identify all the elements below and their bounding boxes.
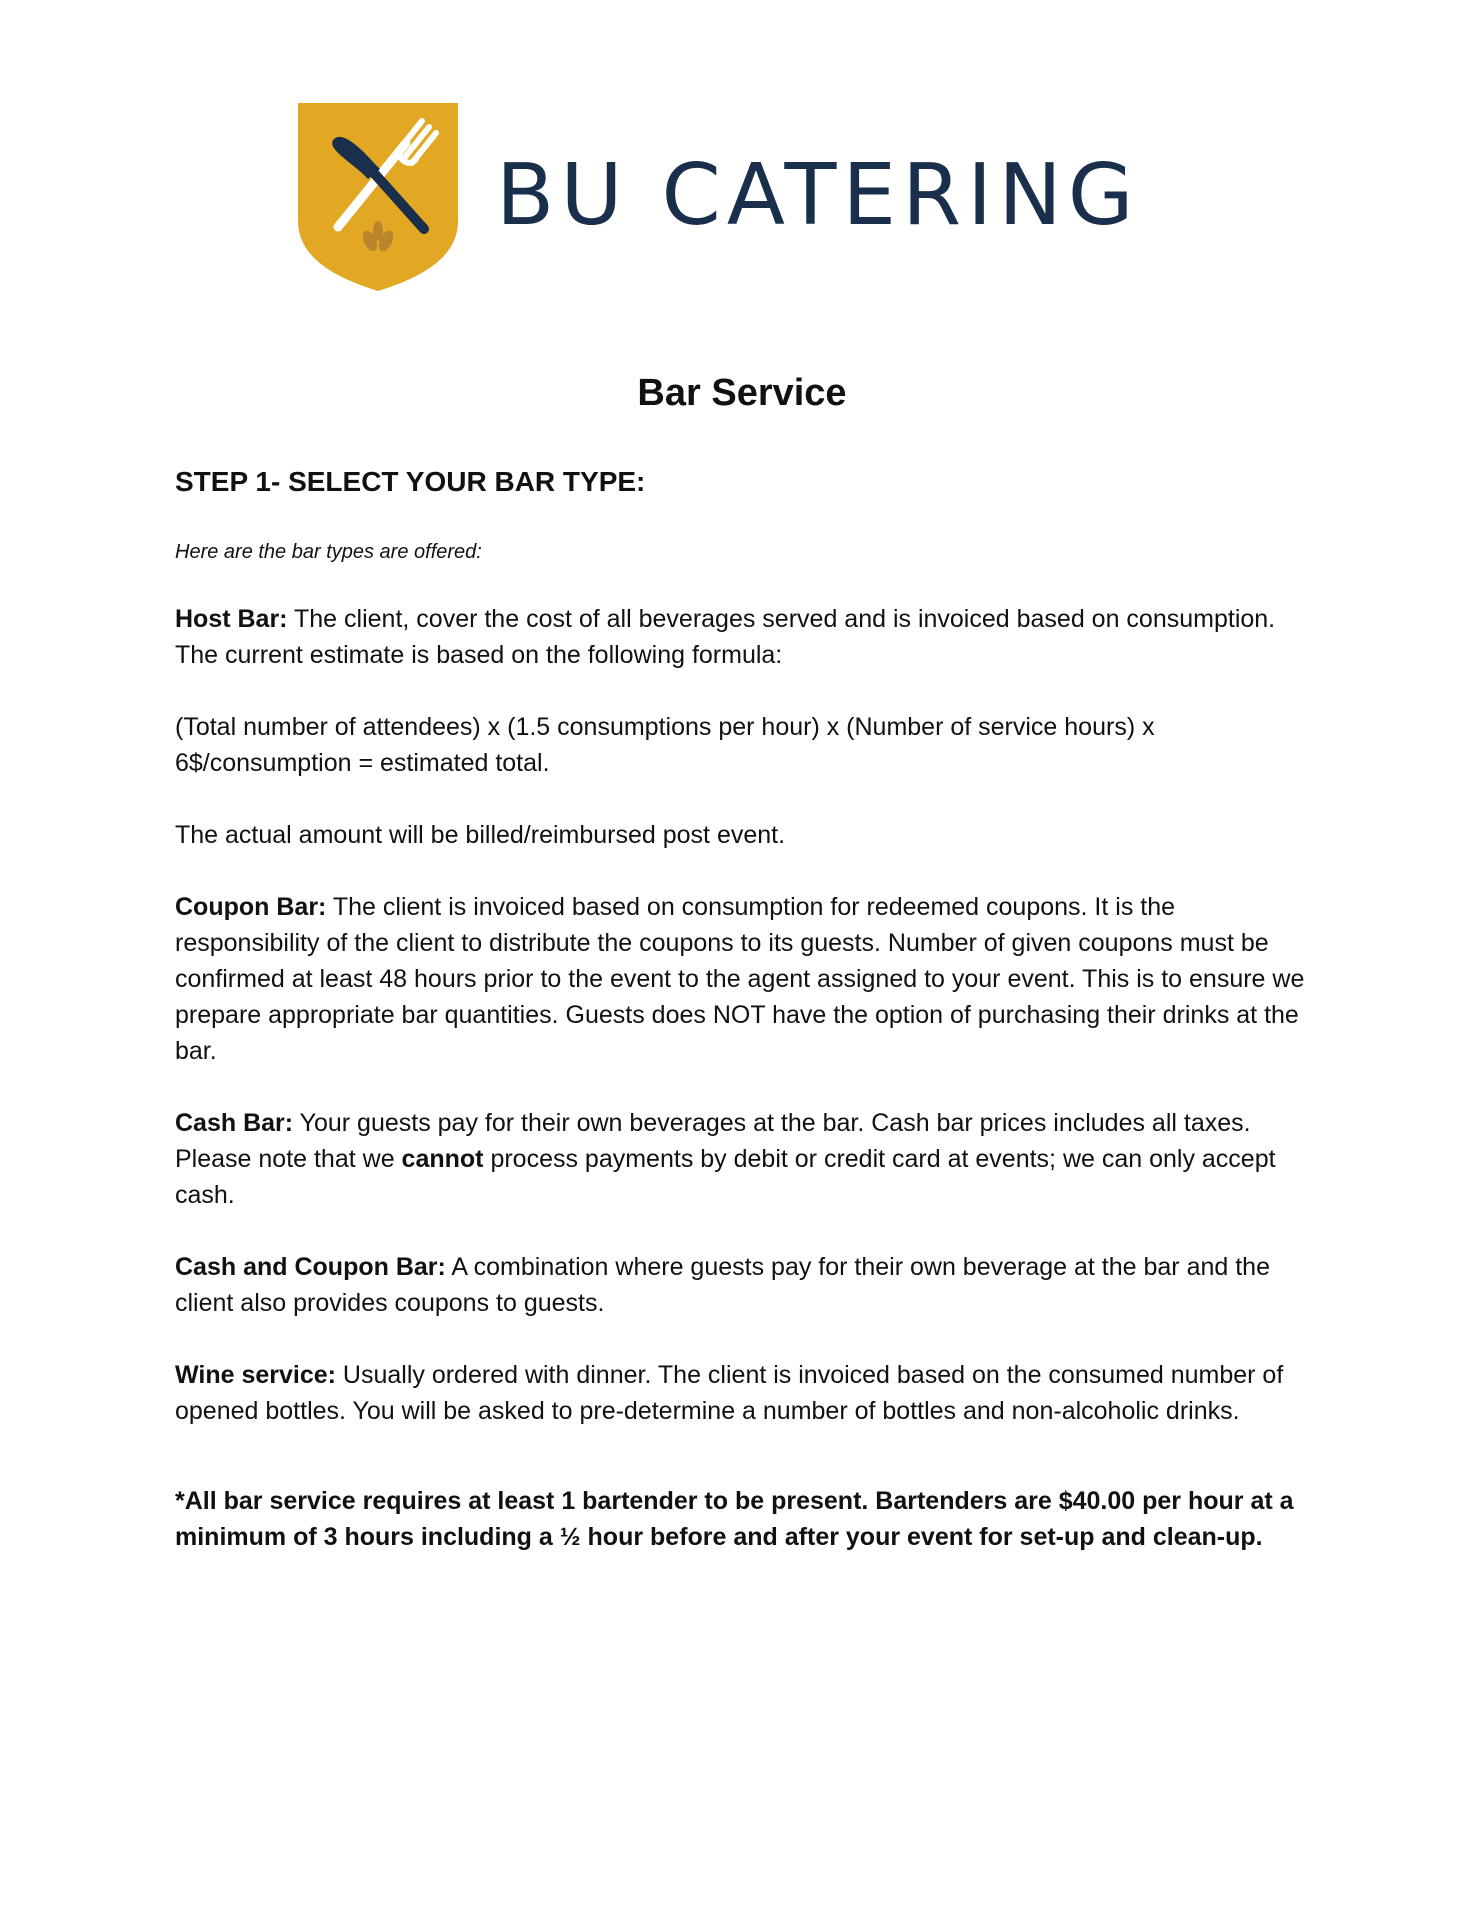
cash-coupon-bar-label: Cash and Coupon Bar: [175, 1253, 446, 1281]
cash-bar-text-1: Your guests pay for their own beverages at the bar. Cash bar prices includes all taxes. Please note that we [175, 1109, 1251, 1173]
host-bar-text: The client, cover the cost of all beverages served and is invoiced based on consumption. The current estimate is based on the following formula: [175, 605, 1276, 669]
intro-text: Here are the bar types are offered: [175, 541, 482, 563]
logo-wordmark: BU CATERING [496, 146, 1140, 245]
coupon-bar-label: Coupon Bar: [175, 893, 327, 921]
page-title: Bar Service [637, 372, 847, 414]
billing-note: The actual amount will be billed/reimbursed post event. [175, 821, 786, 849]
shield-utensils-icon [298, 103, 458, 291]
coupon-bar-paragraph [175, 889, 1315, 1069]
wine-service-text: Usually ordered with dinner. The client is invoiced based on the consumed number of opened bottles. You will be asked to pre-determine a number of bottles and non-alcoholic drinks. [175, 1361, 1284, 1425]
bar-types-content [175, 601, 1315, 1591]
formula-paragraph: (Total number of attendees) x (1.5 consumptions per hour) x (Number of service hours) x 6$/consumption = estimated total. [175, 713, 1155, 777]
bartender-note: *All bar service requires at least 1 bartender to be present. Bartenders are $40.00 per hour at a minimum of 3 hours including a ½ hour before and after your event for set-up and clean-up. [175, 1487, 1294, 1551]
wine-service-paragraph [175, 1357, 1315, 1429]
step-heading: STEP 1- SELECT YOUR BAR TYPE: [175, 466, 646, 497]
host-bar-paragraph [175, 601, 1315, 673]
cash-bar-emphasis: cannot [401, 1145, 484, 1173]
cash-coupon-bar-text: A combination where guests pay for their own beverage at the bar and the client also provides coupons to guests. [175, 1253, 1270, 1317]
coupon-bar-text: The client is invoiced based on consumption for redeemed coupons. It is the responsibility of the client to distribute the coupons to its guests. Number of given coupons must be confirmed at least 48 hours prior to the event to the agent assigned to your event. This is to ensure we prepare appropriate bar quantities. Guests does NOT have the option of purchasing their drinks at the bar. [175, 893, 1305, 1065]
bu-catering-logo [298, 103, 1138, 291]
wine-service-label: Wine service: [175, 1361, 336, 1389]
cash-bar-label: Cash Bar: [175, 1109, 294, 1137]
host-bar-label: Host Bar: [175, 605, 288, 633]
cash-bar-paragraph [175, 1105, 1315, 1213]
cash-bar-text-2: process payments by debit or credit card at events; we can only accept cash. [175, 1145, 1276, 1209]
cash-coupon-bar-paragraph [175, 1249, 1315, 1321]
